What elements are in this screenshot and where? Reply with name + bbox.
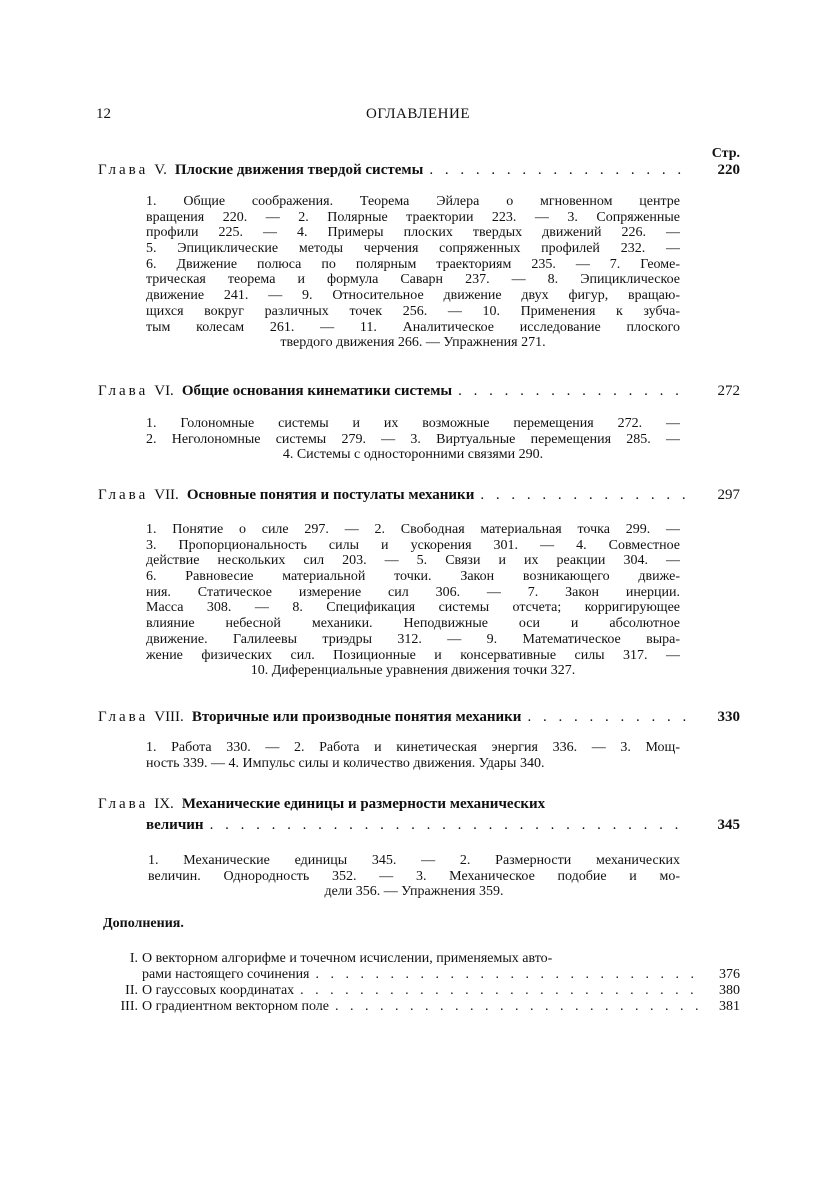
section-line: трическая теорема и формула Саварн 237. — 8. Эпициклическое bbox=[146, 272, 680, 288]
chapter-entry bbox=[98, 709, 740, 731]
section-line: 6. Движение полюса по полярным траекториям 235. — 7. Геоме- bbox=[146, 256, 680, 272]
leader-dots bbox=[300, 983, 698, 999]
page-header bbox=[96, 106, 740, 128]
appendix-heading: Дополнения. bbox=[103, 916, 184, 931]
leader-dots bbox=[480, 487, 686, 504]
page-title: ОГЛАВЛЕНИЕ bbox=[366, 106, 470, 122]
chapter-entry bbox=[98, 383, 740, 405]
section-line: Масса 308. — 8. Спецификация системы отсчета; корригирующее bbox=[146, 600, 680, 616]
chapter-entry bbox=[98, 162, 740, 184]
appendix-roman: I. bbox=[129, 951, 138, 966]
chapter-number: VIII. bbox=[154, 709, 184, 725]
section-line: 1. Общие соображения. Теорема Эйлера о мгновенном центре bbox=[146, 194, 680, 209]
leader-dots bbox=[316, 967, 699, 983]
appendix-title: О векторном алгорифме и точечном исчислении, применяемых авто- bbox=[142, 951, 553, 966]
chapter-title: Плоские движения твердой системы bbox=[174, 162, 424, 178]
chapter-title: Механические единицы и размерности механических bbox=[181, 796, 546, 812]
chapter-label: Глава bbox=[98, 796, 149, 812]
appendix-roman: III. bbox=[120, 999, 138, 1014]
leader-dots bbox=[429, 162, 686, 179]
chapter-number: V. bbox=[154, 162, 167, 178]
chapter-label: Глава bbox=[98, 383, 149, 399]
page-number: 12 bbox=[96, 106, 111, 122]
section-line: действие нескольких сил 203. — 5. Связи и их реакции 304. — bbox=[146, 553, 680, 569]
chapter-sections bbox=[146, 740, 680, 771]
section-line: жение физических сил. Позиционные и консервативные силы 317. — bbox=[146, 647, 680, 663]
appendix-page: 380 bbox=[719, 983, 740, 998]
chapter-sections bbox=[146, 522, 680, 679]
chapter-number: IX. bbox=[154, 796, 174, 812]
chapter-entry bbox=[98, 487, 740, 509]
section-line: движение 241. — 9. Относительное движение двух фигур, вращаю- bbox=[146, 288, 680, 304]
appendix-title-cont: рами настоящего сочинения bbox=[142, 967, 310, 982]
chapter-page: 272 bbox=[717, 383, 740, 399]
appendix-item-continuation bbox=[142, 967, 740, 983]
appendix-item bbox=[104, 951, 704, 967]
section-line: вращения 220. — 2. Полярные траектории 223. — 3. Сопряженные bbox=[146, 209, 680, 225]
chapter-page: 330 bbox=[717, 709, 740, 725]
section-line: 5. Эпициклические методы черчения сопряженных профилей 232. — bbox=[146, 241, 680, 257]
leader-dots bbox=[335, 999, 698, 1015]
section-line: ния. Статическое измерение сил 306. — 7. Закон инерции. bbox=[146, 584, 680, 600]
appendix-item bbox=[104, 999, 740, 1015]
section-line: щихся вокруг различных точек 256. — 10. Применения к зубча- bbox=[146, 303, 680, 319]
section-line: дели 356. — Упражнения 359. bbox=[324, 884, 504, 900]
appendix-item bbox=[104, 983, 740, 999]
section-line: тым колесам 261. — 11. Аналитическое исследование плоского bbox=[146, 319, 680, 335]
section-line: профили 225. — 4. Примеры плоских твердых движений 226. — bbox=[146, 225, 680, 241]
section-line: 1. Механические единицы 345. — 2. Размерности механических bbox=[148, 853, 680, 868]
section-line: ность 339. — 4. Импульс силы и количество движения. Удары 340. bbox=[146, 755, 545, 771]
appendix-page: 381 bbox=[719, 999, 740, 1014]
appendix-page: 376 bbox=[719, 967, 740, 982]
chapter-page: 297 bbox=[717, 487, 740, 503]
chapter-label: Глава bbox=[98, 487, 149, 503]
leader-dots bbox=[458, 383, 686, 400]
chapter-page: 345 bbox=[717, 817, 740, 833]
section-line: 10. Диференциальные уравнения движения точки 327. bbox=[250, 663, 576, 679]
chapter-label: Глава bbox=[98, 709, 149, 725]
appendix-title: О гауссовых координатах bbox=[142, 983, 295, 998]
section-line: величин. Однородность 352. — 3. Механическое подобие и мо- bbox=[148, 868, 680, 884]
appendix-title: О градиентном векторном поле bbox=[142, 999, 329, 1014]
chapter-title: Вторичные или производные понятия механики bbox=[191, 709, 522, 725]
appendix-roman: II. bbox=[125, 983, 138, 998]
chapter-sections bbox=[148, 853, 680, 900]
chapter-number: VII. bbox=[154, 487, 179, 503]
chapter-title: Основные понятия и постулаты механики bbox=[186, 487, 475, 503]
section-line: 1. Понятие о силе 297. — 2. Свободная материальная точка 299. — bbox=[146, 522, 680, 537]
section-line: 1. Голономные системы и их возможные перемещения 272. — bbox=[146, 416, 680, 431]
chapter-entry-continuation bbox=[146, 817, 740, 839]
section-line: движение. Галилеевы триэдры 312. — 9. Математическое выра- bbox=[146, 631, 680, 647]
leader-dots bbox=[527, 709, 686, 726]
page-column-header: Стр. bbox=[711, 146, 740, 161]
section-line: влияние небесной механики. Неподвижные оси и абсолютное bbox=[146, 616, 680, 632]
chapter-sections bbox=[146, 194, 680, 351]
chapter-page: 220 bbox=[717, 162, 740, 178]
chapter-title: Общие основания кинематики системы bbox=[181, 383, 453, 399]
chapter-sections bbox=[146, 416, 680, 463]
chapter-entry bbox=[98, 796, 712, 818]
chapter-label: Глава bbox=[98, 162, 149, 178]
section-line: 3. Пропорциональность силы и ускорения 301. — 4. Совместное bbox=[146, 537, 680, 553]
section-line: 6. Равновесие материальной точки. Закон возникающего движе- bbox=[146, 569, 680, 585]
section-line: твердого движения 266. — Упражнения 271. bbox=[280, 335, 546, 351]
section-line: 1. Работа 330. — 2. Работа и кинетическая энергия 336. — 3. Мощ- bbox=[146, 740, 680, 755]
chapter-title-cont: величин bbox=[146, 817, 204, 833]
section-line: 2. Неголономные системы 279. — 3. Виртуальные перемещения 285. — bbox=[146, 431, 680, 447]
chapter-number: VI. bbox=[154, 383, 174, 399]
leader-dots bbox=[210, 817, 686, 834]
section-line: 4. Системы с односторонними связями 290. bbox=[282, 447, 544, 463]
